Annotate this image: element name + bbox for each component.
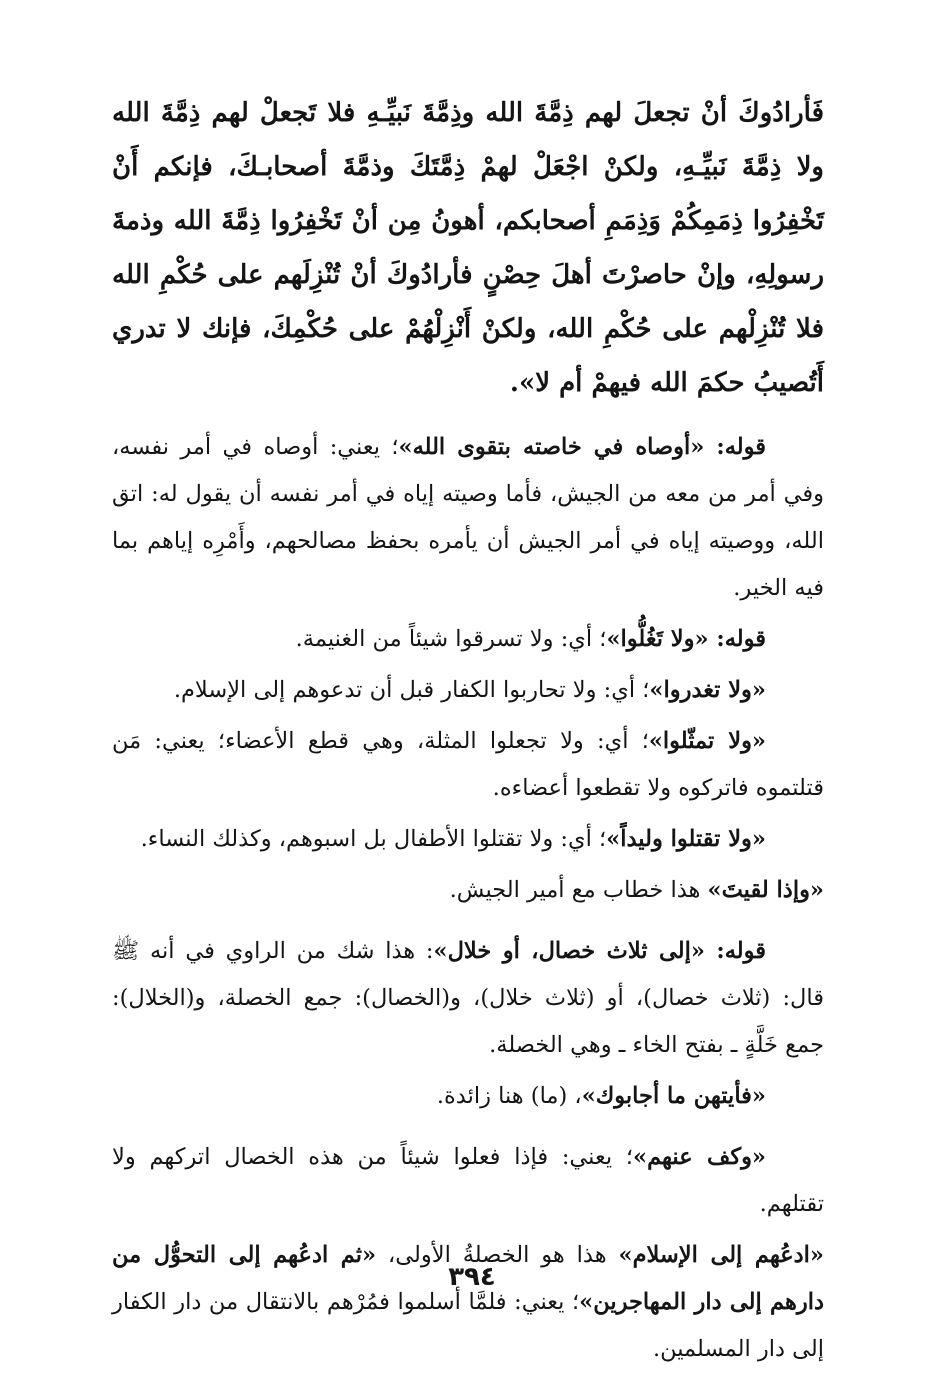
commentary-explanation: : هذا شك من الراوي في أنه ﷺ قال: (ثلاث خصال)، أو (ثلاث خلال)، و(الخصال): جمع الخصلة، و(الخلال): جمع خَلَّةٍ ـ بفتح الخاء ـ وهي الخصلة. bbox=[112, 938, 824, 1058]
commentary-lemma: «ولا تمثّلوا» bbox=[648, 728, 766, 754]
commentary-explanation: هذا خطاب مع أمير الجيش. bbox=[449, 877, 708, 903]
commentary-explanation: ؛ يعني: فلمَّا أسلموا فمُرْهم بالانتقال من دار الكفار إلى دار المسلمين. bbox=[112, 1289, 824, 1362]
commentary-explanation: ؛ أي: ولا تجعلوا المثلة، وهي قطع الأعضاء؛ يعني: مَن قتلتموه فاتركوه ولا تقطعوا أعضاءه. bbox=[112, 728, 824, 801]
commentary-lemma: «ولا تغدروا» bbox=[649, 677, 766, 703]
commentary-lemma: قوله: «أوصاه في خاصته بتقوى الله» bbox=[398, 434, 766, 460]
commentary-explanation: ؛ أي: ولا تحاربوا الكفار قبل أن تدعوهم إلى الإسلام. bbox=[173, 677, 650, 703]
commentary-paragraph bbox=[112, 1134, 824, 1228]
commentary-paragraph bbox=[112, 816, 824, 863]
commentary-explanation: ؛ أي: ولا تقتلوا الأطفال بل اسبوهم، وكذلك النساء. bbox=[140, 826, 607, 852]
commentary-paragraph bbox=[112, 424, 824, 612]
commentary-lemma: قوله: «ولا تَغُلُّوا» bbox=[606, 626, 766, 652]
commentary-paragraph bbox=[112, 867, 824, 914]
commentary-explanation: هذا هو الخصلةُ الأولى، bbox=[376, 1242, 619, 1268]
commentary-paragraph bbox=[112, 1232, 824, 1373]
commentary-explanation: ؛ يعني: فإذا فعلوا شيئاً من هذه الخصال اتركهم ولا تقتلهم. bbox=[112, 1144, 824, 1217]
page-number: ٣٩٤ bbox=[448, 1262, 496, 1292]
commentary-lemma: «ولا تقتلوا وليداً» bbox=[606, 826, 766, 852]
hadith-text: فَأرادُوكَ أنْ تجعلَ لهم ذِمَّةَ الله وذِمَّةَ نَبيِّـهِ فلا تَجعلْ لهم ذِمَّةَ الله ولا ذِمَّةَ نَبيِّـهِ، ولكنْ اجْعَلْ لهمْ ذِمَّتَكَ وذمَّةَ أصحابـكَ، فإنكم أَنْ تَخْفِرُوا ذِمَمِكُمْ وَذِمَمِ أصحابكم، أهونُ مِن أنْ تَخْفِرُوا ذِمَّةَ الله وذمةَ رسولِهِ، وإنْ حاصرْتَ أهلَ حِصْنٍ فأرادُوكَ أنْ تُنْزِلَهم على حُكْمِ الله فلا تُنْزِلْهم على حُكْمِ الله، ولكنْ أَنْزِلْهُمْ على حُكْمِكَ، فإنك لا تدري أَتُصيبُ حكمَ الله فيهمْ أم لا». bbox=[112, 98, 825, 398]
commentary-paragraph bbox=[112, 616, 824, 663]
commentary-explanation: ؛ أي: ولا تسرقوا شيئاً من الغنيمة. bbox=[295, 626, 607, 652]
commentary-paragraph bbox=[112, 1073, 824, 1120]
commentary-paragraph bbox=[112, 718, 824, 812]
commentary-lemma: «وإذا لقيتَ» bbox=[707, 877, 824, 903]
commentary-lemma: «ادعُهم إلى الإسلام» bbox=[618, 1242, 824, 1268]
commentary-lemma: «وكف عنهم» bbox=[633, 1144, 766, 1170]
commentary-paragraph bbox=[112, 928, 824, 1069]
commentary-lemma: «ثم ادعُهم إلى التحوُّل من دارهم إلى دار المهاجرين» bbox=[112, 1242, 825, 1315]
commentary-explanation: ؛ يعني: أوصاه في أمر نفسه، وفي أمر من معه من الجيش، فأما وصيته إياه في أمر نفسه أن يقول له: اتق الله، ووصيته إياه في أمر الجيش أن يأمره بحفظ مصالحهم، وأَمْرِه إياهم بما فيه الخير. bbox=[112, 434, 824, 601]
commentary-lemma: «فأيتهن ما أجابوك» bbox=[581, 1083, 766, 1109]
commentary-lemma: قوله: «إلى ثلاث خصال، أو خلال» bbox=[433, 938, 766, 964]
commentary-paragraph bbox=[112, 667, 824, 714]
page-body bbox=[112, 86, 824, 1377]
commentary-explanation: ، (ما) هنا زائدة. bbox=[436, 1083, 582, 1109]
